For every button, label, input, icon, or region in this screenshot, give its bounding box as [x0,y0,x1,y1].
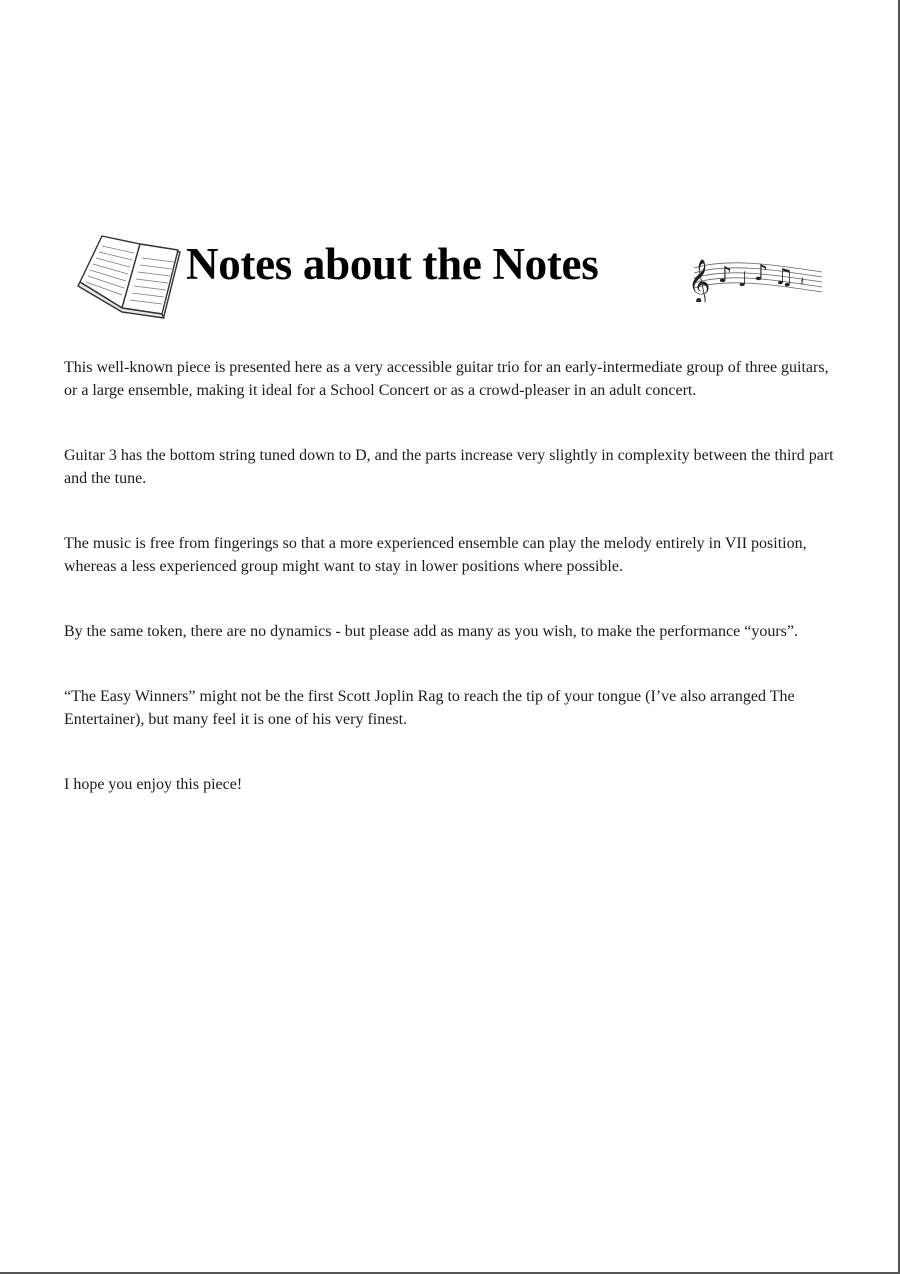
page-title: Notes about the Notes [186,239,599,289]
paragraph-intro: This well-known piece is presented here as a very accessible guitar trio for an early-intermediate group of three guitars, or a large ensemble, making it ideal for a School Concert or as a crowd-pleaser in an adult concert. [64,359,829,399]
svg-text:♪: ♪ [754,261,769,286]
paragraph-tuning: Guitar 3 has the bottom string tuned down to D, and the parts increase very slightly in complexity between the third part and the tune. [64,447,834,487]
open-book-icon [76,232,188,324]
paragraph-fingerings: The music is free from fingerings so that a more experienced ensemble can play the melody entirely in VII position, whereas a less experienced group might want to stay in lower positions where possible. [64,535,807,575]
body-text [64,356,844,838]
paragraph-closing: I hope you enjoy this piece! [64,776,243,793]
svg-text:♩: ♩ [738,267,748,291]
music-notes-icon [688,242,826,302]
paragraph-dynamics: By the same token, there are no dynamics - but please add as many as you wish, to make the performance “yours”. [64,623,798,640]
svg-text:♪: ♪ [718,263,733,288]
svg-text:♫: ♫ [774,265,794,290]
svg-text:𝄞: 𝄞 [688,259,711,302]
page-header [76,228,836,324]
svg-text:𝄽: 𝄽 [800,274,805,290]
paragraph-joplin: “The Easy Winners” might not be the first Scott Joplin Rag to reach the tip of your tongue (I’ve also arranged The Entertainer), but many feel it is one of his very finest. [64,688,795,728]
